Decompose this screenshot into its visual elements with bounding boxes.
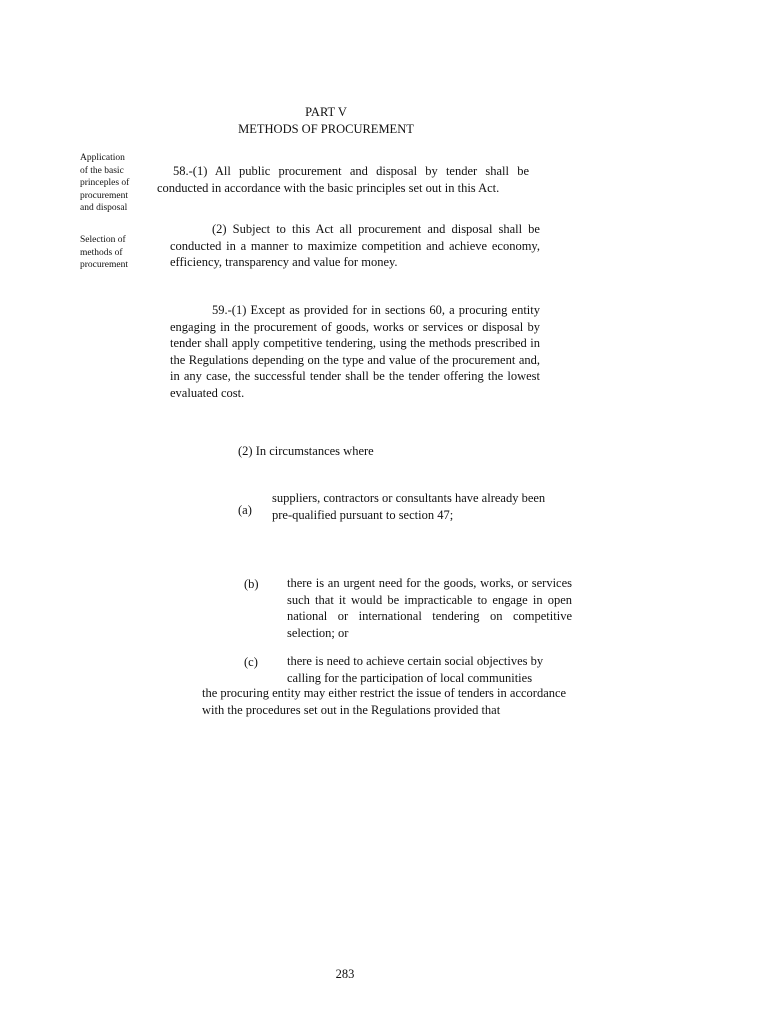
paragraph-line: such that it would be impracticable to engage in open xyxy=(287,592,572,607)
page-number: 283 xyxy=(335,967,355,981)
section-59-2-closing xyxy=(202,685,577,718)
item-c-label: (c) xyxy=(244,655,258,669)
paragraph-line: suppliers, contractors or consultants have already been xyxy=(272,491,546,505)
paragraph-line: there is an urgent need for the goods, works, or services xyxy=(287,576,572,590)
paragraph-line: the Regulations depending on the type and value of the procurement and, xyxy=(170,352,540,367)
section-58-1 xyxy=(157,163,529,196)
section-59-2-intro: (2) In circumstances where xyxy=(238,444,374,458)
paragraph-line: in any case, the successful tender shall be the tender offering the lowest xyxy=(170,369,540,384)
part-title: METHODS OF PROCUREMENT xyxy=(238,122,414,136)
paragraph-line: with the procedures set out in the Regulations provided that xyxy=(202,702,501,717)
paragraph-line: pre-qualified pursuant to section 47; xyxy=(272,507,454,522)
paragraph-line: national or international tendering on competitive xyxy=(287,609,572,624)
paragraph-line: the procuring entity may either restrict the issue of tenders in accordance xyxy=(202,686,567,700)
section-59-1 xyxy=(170,302,540,402)
part-number: PART V xyxy=(305,105,347,119)
paragraph-line: conducted in accordance with the basic principles set out in this Act. xyxy=(157,180,500,195)
margin-note-selection: Selection of methods of procurement xyxy=(80,235,129,271)
item-a-text xyxy=(272,490,562,523)
margin-note-application: Application of the basic princeples of procurement and disposal xyxy=(80,153,130,214)
paragraph-line: 58.-(1) All public procurement and disposal by tender shall be xyxy=(173,164,529,178)
item-b-text xyxy=(287,575,572,641)
paragraph-line: evaluated cost. xyxy=(170,385,245,400)
paragraph-line: engaging in the procurement of goods, works or services or disposal by xyxy=(170,319,540,334)
paragraph-line: tender shall apply competitive tendering, using the methods prescribed in xyxy=(170,336,540,351)
section-58-2 xyxy=(170,221,540,271)
paragraph-line: efficiency, transparency and value for money. xyxy=(170,255,398,270)
paragraph-line: calling for the participation of local communities xyxy=(287,670,533,685)
paragraph-line: there is need to achieve certain social objectives by xyxy=(287,654,544,668)
paragraph-line: (2) Subject to this Act all procurement and disposal shall be xyxy=(212,222,540,236)
paragraph-line: selection; or xyxy=(287,625,349,640)
item-c-text xyxy=(287,653,572,686)
item-a-label: (a) xyxy=(238,503,252,517)
paragraph-line: conducted in a manner to maximize competition and achieve economy, xyxy=(170,238,540,253)
item-b-label: (b) xyxy=(244,577,259,591)
paragraph-line: 59.-(1) Except as provided for in sections 60, a procuring entity xyxy=(212,303,540,317)
